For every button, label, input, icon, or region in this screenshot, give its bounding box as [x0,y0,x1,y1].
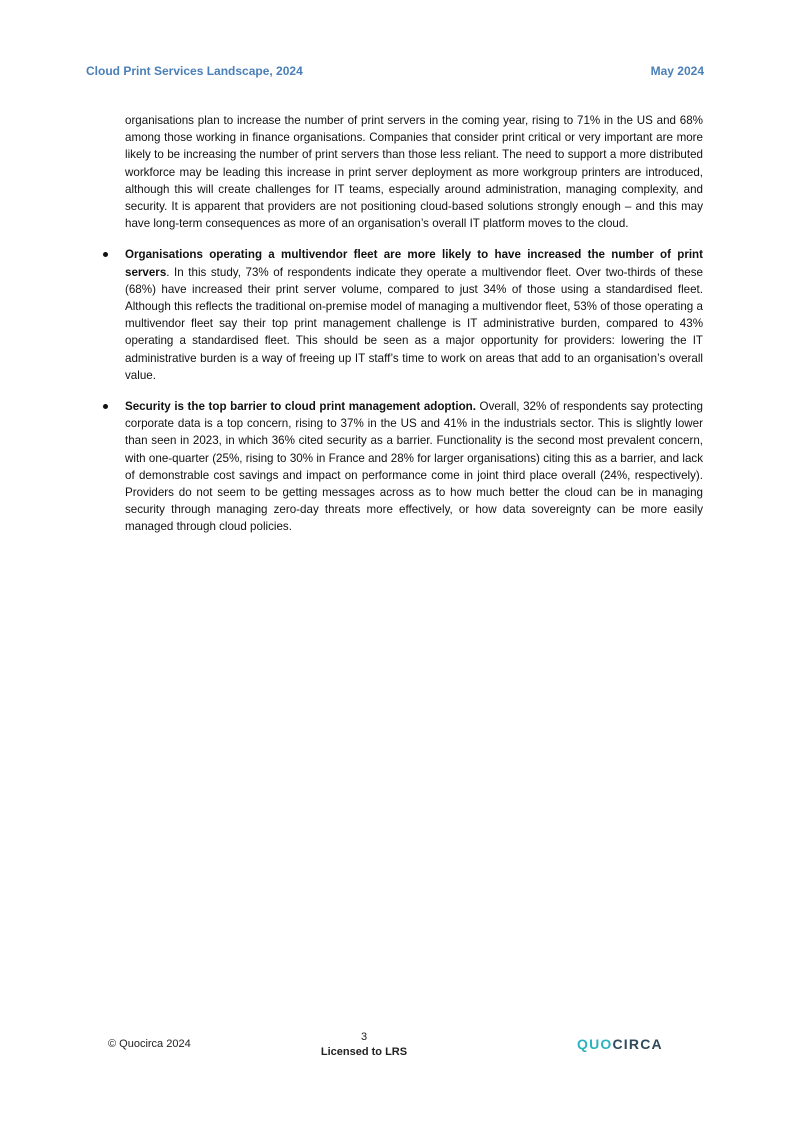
license-notice: Licensed to LRS [320,1046,408,1058]
bullet-heading: Organisations operating a multivendor fleet are more likely to have increased the number of print servers [125,248,703,279]
bullet-dot [103,404,108,409]
bullet-security [125,398,703,536]
bullet-text: Overall, 32% of respondents say protecting corporate data is a top concern, rising to 37% in the US and 41% in the industrials sector. This is slightly lower than seen in 2023, in which 36% cited security as a barrier. Functionality is the second most prevalent concern, with one-quarter (25%, rising to 30% in France and 28% for larger organisations) citing this as a barrier, and lack of demonstrable cost savings and impact on performance come in joint third place overall (24%, respectively). Providers do not seem to be getting messages across as to how much better the cloud can be in managing security through managing zero-day threats more effectively, or how data sovereignty can be more easily managed through cloud policies. [125,400,703,534]
main-content [125,112,703,550]
bullet-multivendor [125,246,703,384]
document-title: Cloud Print Services Landscape, 2024 [86,64,303,78]
intro-paragraph: organisations plan to increase the number of print servers in the coming year, rising to 71% in the US and 68% among those working in finance organisations. Companies that consider print critical or very important are more likely to be increasing the number of print servers than those less reliant. The need to support a more distributed workforce may be leading this increase in print server deployment as more workgroup printers are introduced, although this will create challenges for IT teams, especially around administration, managing complexity, and security. It is apparent that providers are not positioning cloud-based solutions strongly enough – and this may have long-term consequences as more of an organisation’s overall IT platform moves to the cloud. [125,114,703,231]
footer-center [300,1030,428,1060]
logo-part-quo: QUO [577,1036,613,1052]
page-number: 3 [360,1031,368,1043]
bullet-dot [103,252,108,257]
footer-copyright: © Quocirca 2024 [108,1038,191,1050]
quocirca-logo [577,1036,663,1052]
bullet-heading: Security is the top barrier to cloud print management adoption. [125,400,476,414]
document-date: May 2024 [650,64,704,78]
bullet-text: . In this study, 73% of respondents indicate they operate a multivendor fleet. Over two-thirds of these (68%) have increased their print server volume, compared to just 34% of those using a standardised fleet. Although this reflects the traditional on-premise model of managing a multivendor fleet, 53% of those operating a multivendor fleet say their top print management challenge is IT administrative burden, compared to 43% operating a standardised fleet. This should be seen as a major opportunity for providers: lowering the IT administrative burden is a way of freeing up IT staff’s time to work on areas that add to an organisation’s overall value. [125,265,703,382]
logo-part-circa: CIRCA [612,1036,663,1052]
